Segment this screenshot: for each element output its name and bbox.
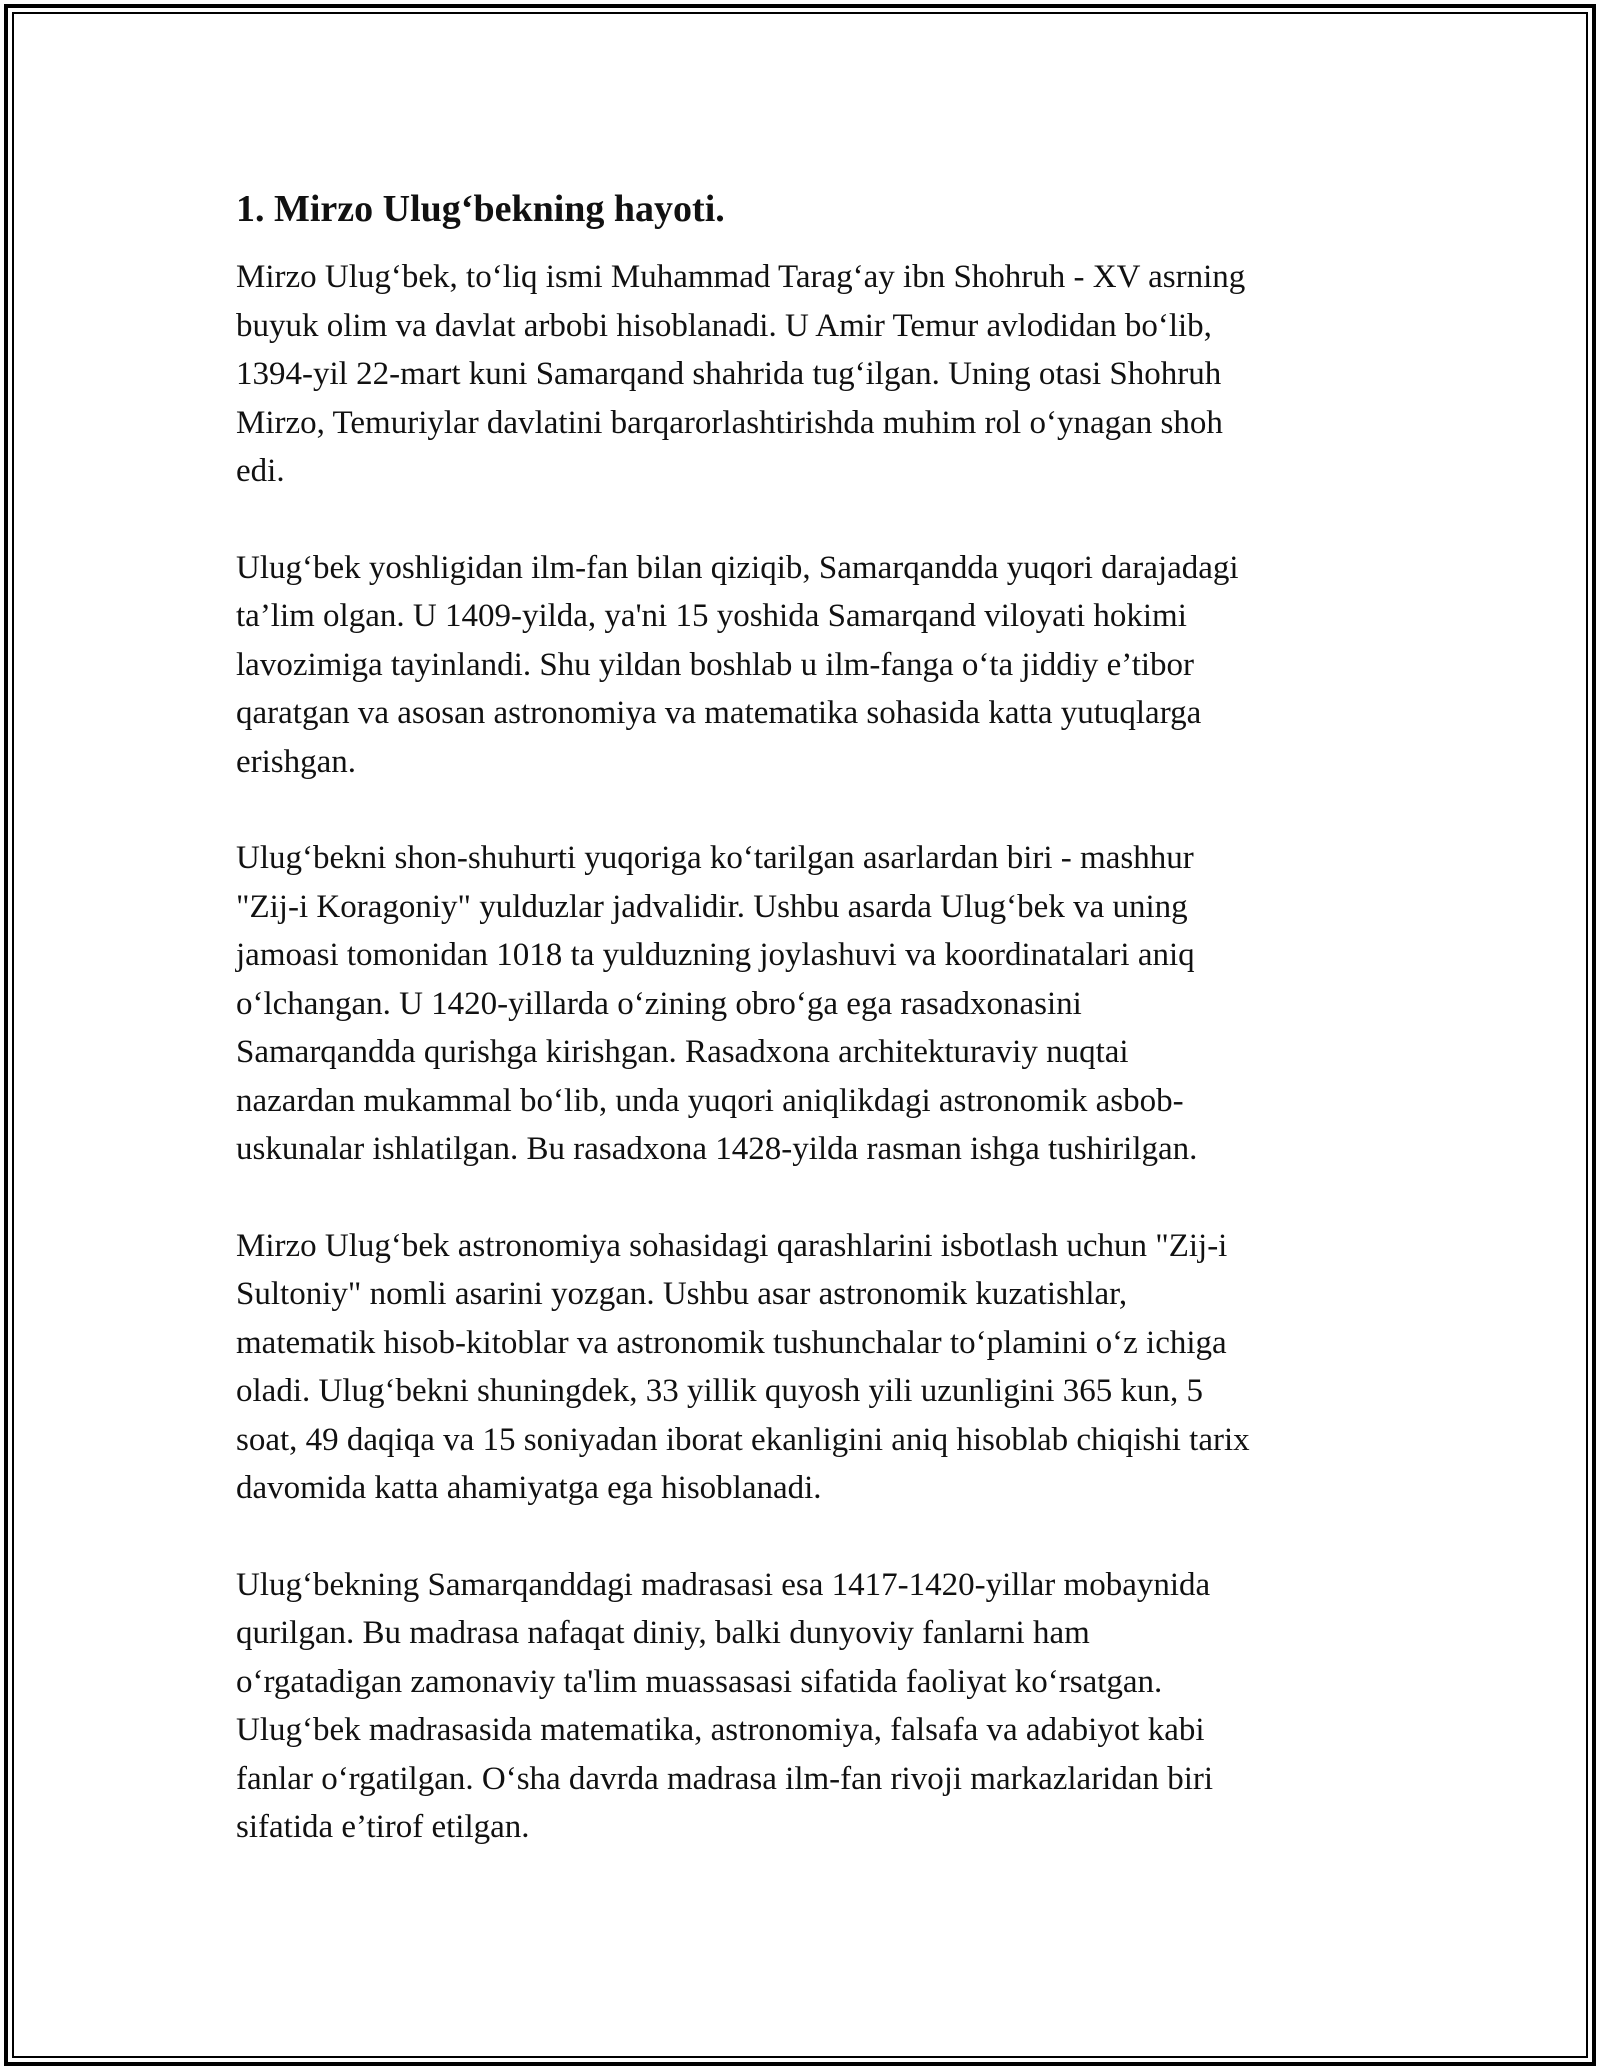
paragraph-4: Mirzo Ulug‘bek astronomiya sohasidagi qarashlarini isbotlash uchun "Zij-i Sultoniy" nomli asarini yozgan. Ushbu asar astronomik kuzatishlar, matematik hisob-kitoblar va astronomik tushunchalar to‘plamini o‘z ichiga oladi. Ulug‘bekni shuningdek, 33 yillik quyosh yili uzunligini 365 kun, 5 soat, 49 daqiqa va 15 soniyadan iborat ekanligini aniq hisoblab chiqishi tarix davomida katta ahamiyatga ega hisoblanadi. [236, 1227, 1250, 1506]
paragraph-3: Ulug‘bekni shon-shuhurti yuqoriga ko‘tarilgan asarlardan biri - mashhur "Zij-i Koragoniy" yulduzlar jadvalidir. Ushbu asarda Ulug‘bek va uning jamoasi tomonidan 1018 ta yulduzning joylashuvi va koordinatalari aniq o‘lchangan. U 1420-yillarda o‘zining obro‘ga ega rasadxonasini Samarqandda qurishga kirishgan. Rasadxona architekturaviy nuqtai nazardan mukammal bo‘lib, unda yuqori aniqlikdagi astronomik asbob- uskunalar ishlatilgan. Bu rasadxona 1428-yilda rasman ishga tushirilgan. [236, 840, 1198, 1167]
paragraph-1: Mirzo Ulug‘bek, to‘liq ismi Muhammad Tarag‘ay ibn Shohruh - XV asrning buyuk olim va davlat arbobi hisoblanadi. U Amir Temur avlodidan bo‘lib, 1394-yil 22-mart kuni Samarqand shahrida tug‘ilgan. Uning otasi Shohruh Mirzo, Temuriylar davlatini barqarorlashtirishda muhim rol o‘ynagan shoh edi. [236, 259, 1246, 489]
document-body [236, 185, 1371, 1900]
paragraph-5: Ulug‘bekning Samarqanddagi madrasasi esa 1417-1420-yillar mobaynida qurilgan. Bu madrasa nafaqat diniy, balki dunyoviy fanlarni ham o‘rgatadigan zamonaviy ta'lim muassasasi sifatida faoliyat ko‘rsatgan. Ulug‘bek madrasasida matematika, astronomiya, falsafa va adabiyot kabi fanlar o‘rgatilgan. O‘sha davrda madrasa ilm-fan rivoji markazlaridan biri sifatida e’tirof etilgan. [236, 1566, 1214, 1845]
section-heading: 1. Mirzo Ulug‘bekning hayoti. [236, 188, 725, 230]
paragraph-2: Ulug‘bek yoshligidan ilm-fan bilan qiziqib, Samarqandda yuqori darajadagi ta’lim olgan. U 1409-yilda, ya'ni 15 yoshida Samarqand viloyati hokimi lavozimiga tayinlandi. Shu yildan boshlab u ilm-fanga o‘ta jiddiy e’tibor qaratgan va asosan astronomiya va matematika sohasida katta yutuqlarga erishgan. [236, 549, 1239, 780]
